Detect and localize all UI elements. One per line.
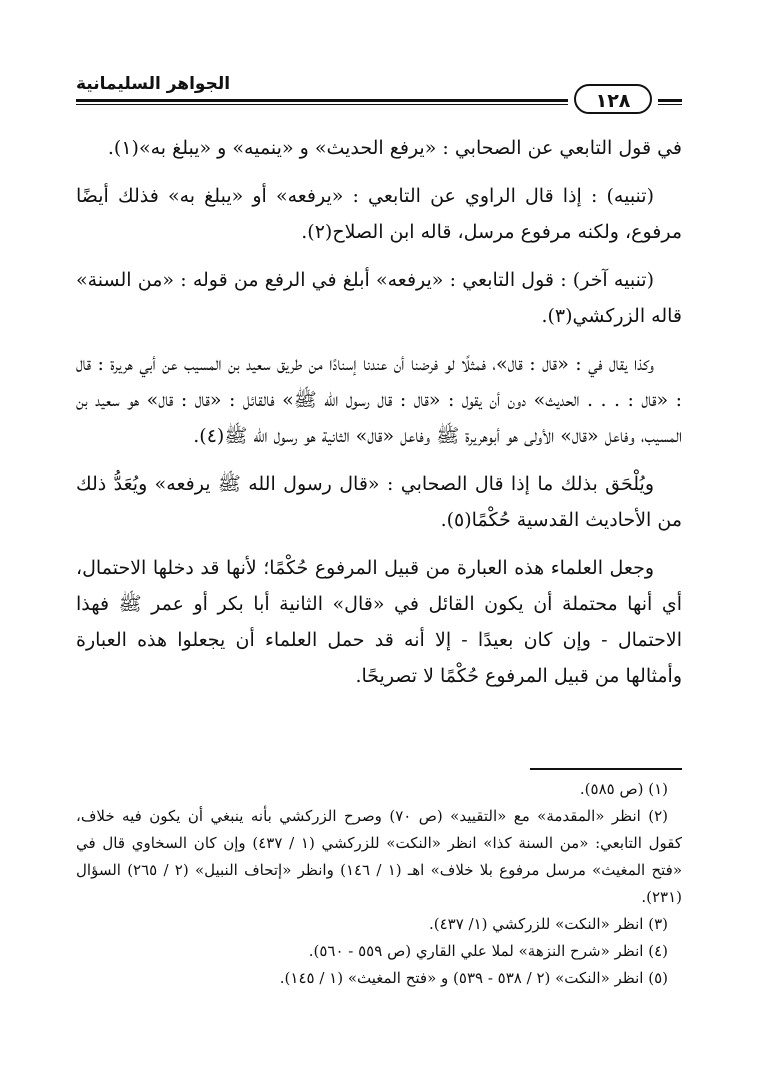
footnote: (٥) انظر «النكت» (٢ / ٥٣٨ - ٥٣٩) و «فتح المغيث» (١ / ١٤٥).	[279, 969, 668, 987]
footnote: (٢) انظر «المقدمة» مع «التقييد» (ص ٧٠) وصرح الزركشي بأنه ينبغي أن يكون فيه خلاف، كقول التابعي: «من السنة كذا» انظر «النكت» للزركشي (١ / ٤٣٧) وإن كان السخاوي قال في «فتح المغيث» مرسل مرفوع بلا خلاف» اهـ (١ / ١٤٦) وانظر «إتحاف النبيل» (٢ / ٢٦٥) السؤال (٢٣١).	[76, 807, 682, 906]
footnote: (٣) انظر «النكت» للزركشي (١/ ٤٣٧).	[428, 915, 668, 933]
paragraph: في قول التابعي عن الصحابي : «يرفع الحديث» و «ينميه» و «يبلغ به»(١).	[107, 137, 682, 159]
footnote: (٤) انظر «شرح النزهة» لملا علي القاري (ص ٥٥٩ - ٥٦٠).	[308, 942, 668, 960]
paragraph: ويُلْحَق بذلك ما إذا قال الصحابي : «قال رسول الله ﷺ يرفعه» ويُعَدُّ ذلك من الأحاديث القدسية حُكْمًا(٥).	[76, 473, 682, 531]
page-number-frame	[568, 84, 658, 114]
footnote: (١) (ص ٥٨٥).	[579, 780, 668, 798]
running-title: الجواهر السليمانية	[76, 72, 238, 96]
paragraph: وجعل العلماء هذه العبارة من قبيل المرفوع حُكْمًا؛ لأنها قد دخلها الاحتمال، أي أنها محتملة أن يكون القائل في «قال» الثانية أبا بكر أو عمر ﷺ فهذا الاحتمال - وإن كان بعيدًا - إلا أنه قد حمل العلماء أن يجعلوا هذه العبارة وأمثالها من قبيل المرفوع حُكْمًا لا تصريحًا.	[76, 557, 682, 687]
footnotes	[76, 776, 682, 992]
main-text	[76, 130, 682, 706]
paragraph: (تنبيه) : إذا قال الراوي عن التابعي : «يرفعه» أو «يبلغ به» فذلك أيضًا مرفوع، ولكنه مرفوع مرسل، قاله ابن الصلاح(٢).	[76, 185, 682, 243]
paragraph: وكذا يقال في : «قال : قال»، فمثلًا لو فرضنا أن عندنا إسنادًا من طريق سعيد بن المسيب عن أبي هريرة : قال : «قال : . . . الحديث» دون أن يقول : «قال : قال رسول الله ﷺ» فالقائل : «قال : قال» هو سعيد بن المسيب، وفاعل «قال» الأولى هو أبوهريرة ﷺ وفاعل «قال» الثانية هو رسول الله ﷺ(٤).	[76, 353, 682, 447]
footnote-separator	[530, 768, 682, 770]
page-number: ١٢٨	[574, 84, 652, 114]
running-header	[76, 68, 682, 116]
paragraph: (تنبيه آخر) : قول التابعي : «يرفعه» أبلغ في الرفع من قوله : «من السنة» قاله الزركشي(٣).	[76, 269, 682, 327]
